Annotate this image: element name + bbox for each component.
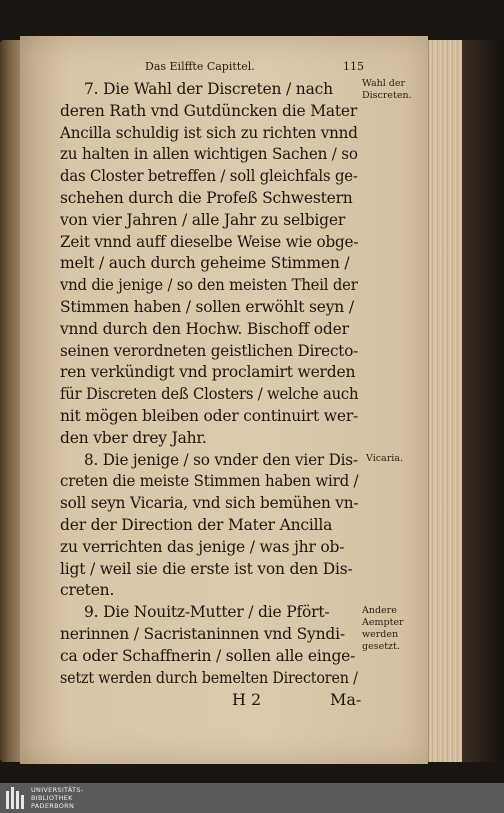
body-line: für Discreten deß Closters / welche auch [60, 385, 359, 404]
body-line: vnd die jenige / so den meisten Theil der [60, 276, 358, 295]
margin-note-wahl [362, 78, 412, 102]
body-line: creten die meiste Stimmen haben wird / [60, 472, 359, 491]
catchword: Ma- [330, 690, 362, 709]
library-name-line: UNIVERSITÄTS- [31, 786, 84, 794]
body-line: ligt / weil sie die erste ist von den Dis- [60, 559, 353, 578]
margin-note-line: Wahl der [362, 78, 406, 89]
book-left-edge [0, 40, 22, 762]
margin-note-line: Discreten. [362, 90, 412, 101]
body-line: schehen durch die Profeß Schwestern [60, 189, 353, 207]
body-line: zu halten in allen wichtigen Sachen / so [60, 145, 358, 164]
margin-note-aempter [362, 605, 404, 653]
library-name [31, 786, 83, 810]
body-line: der der Direction der Mater Ancilla [60, 516, 333, 534]
margin-note-line: Aempter [362, 617, 404, 628]
book-right-shadow [462, 40, 504, 762]
body-line: Ancilla schuldig ist sich zu richten vnnd [60, 123, 358, 142]
body-line: seinen verordneten geistlichen Directo- [60, 341, 359, 360]
library-logo-icon [6, 787, 26, 809]
body-line: nerinnen / Sacristaninnen vnd Syndi- [60, 625, 345, 643]
body-line: von vier Jahren / alle Jahr zu selbiger [60, 210, 346, 229]
margin-note-line: Vicaria. [366, 453, 403, 464]
body-line: vnnd durch den Hochw. Bischoff oder [60, 319, 349, 338]
body-line: zu verrichten das jenige / was jhr ob- [60, 537, 345, 556]
body-line: den vber drey Jahr. [60, 428, 207, 447]
body-line: Stimmen haben / sollen erwöhlt seyn / [60, 298, 354, 316]
margin-note-vicaria [366, 453, 403, 465]
signature-mark: H 2 [232, 690, 262, 709]
body-line: deren Rath vnd Gutdüncken die Mater [60, 101, 358, 120]
running-title: Das Eilffte Capittel. [145, 60, 255, 73]
body-line: melt / auch durch geheime Stimmen / [60, 254, 350, 273]
page-stack-edge [428, 40, 463, 762]
margin-note-line: gesetzt. [362, 641, 400, 652]
body-line: nit mögen bleiben oder continuirt wer- [60, 407, 359, 425]
body-line: setzt werden durch bemelten Directoren / [60, 668, 358, 687]
body-line: soll seyn Vicaria, vnd sich bemühen vn- [60, 494, 359, 513]
margin-note-line: werden [362, 629, 399, 640]
body-line: ca oder Schaffnerin / sollen alle einge- [60, 646, 356, 665]
library-name-line: PADERBORN [31, 802, 75, 810]
library-name-line: BIBLIOTHEK [31, 794, 73, 802]
body-line: 8. Die jenige / so vnder den vier Dis- [84, 450, 358, 469]
body-line: 9. Die Nouitz-Mutter / die Pfört- [84, 603, 330, 622]
body-line: ren verkündigt vnd proclamirt werden [60, 363, 356, 382]
body-line: creten. [60, 581, 115, 600]
body-line: 7. Die Wahl der Discreten / nach [84, 80, 333, 98]
margin-note-line: Andere [362, 605, 397, 616]
page-number: 115 [343, 60, 364, 73]
body-line: das Closter betreffen / soll gleichfals ge- [60, 167, 358, 186]
body-line: Zeit vnnd auff dieselbe Weise wie obge- [60, 232, 359, 251]
